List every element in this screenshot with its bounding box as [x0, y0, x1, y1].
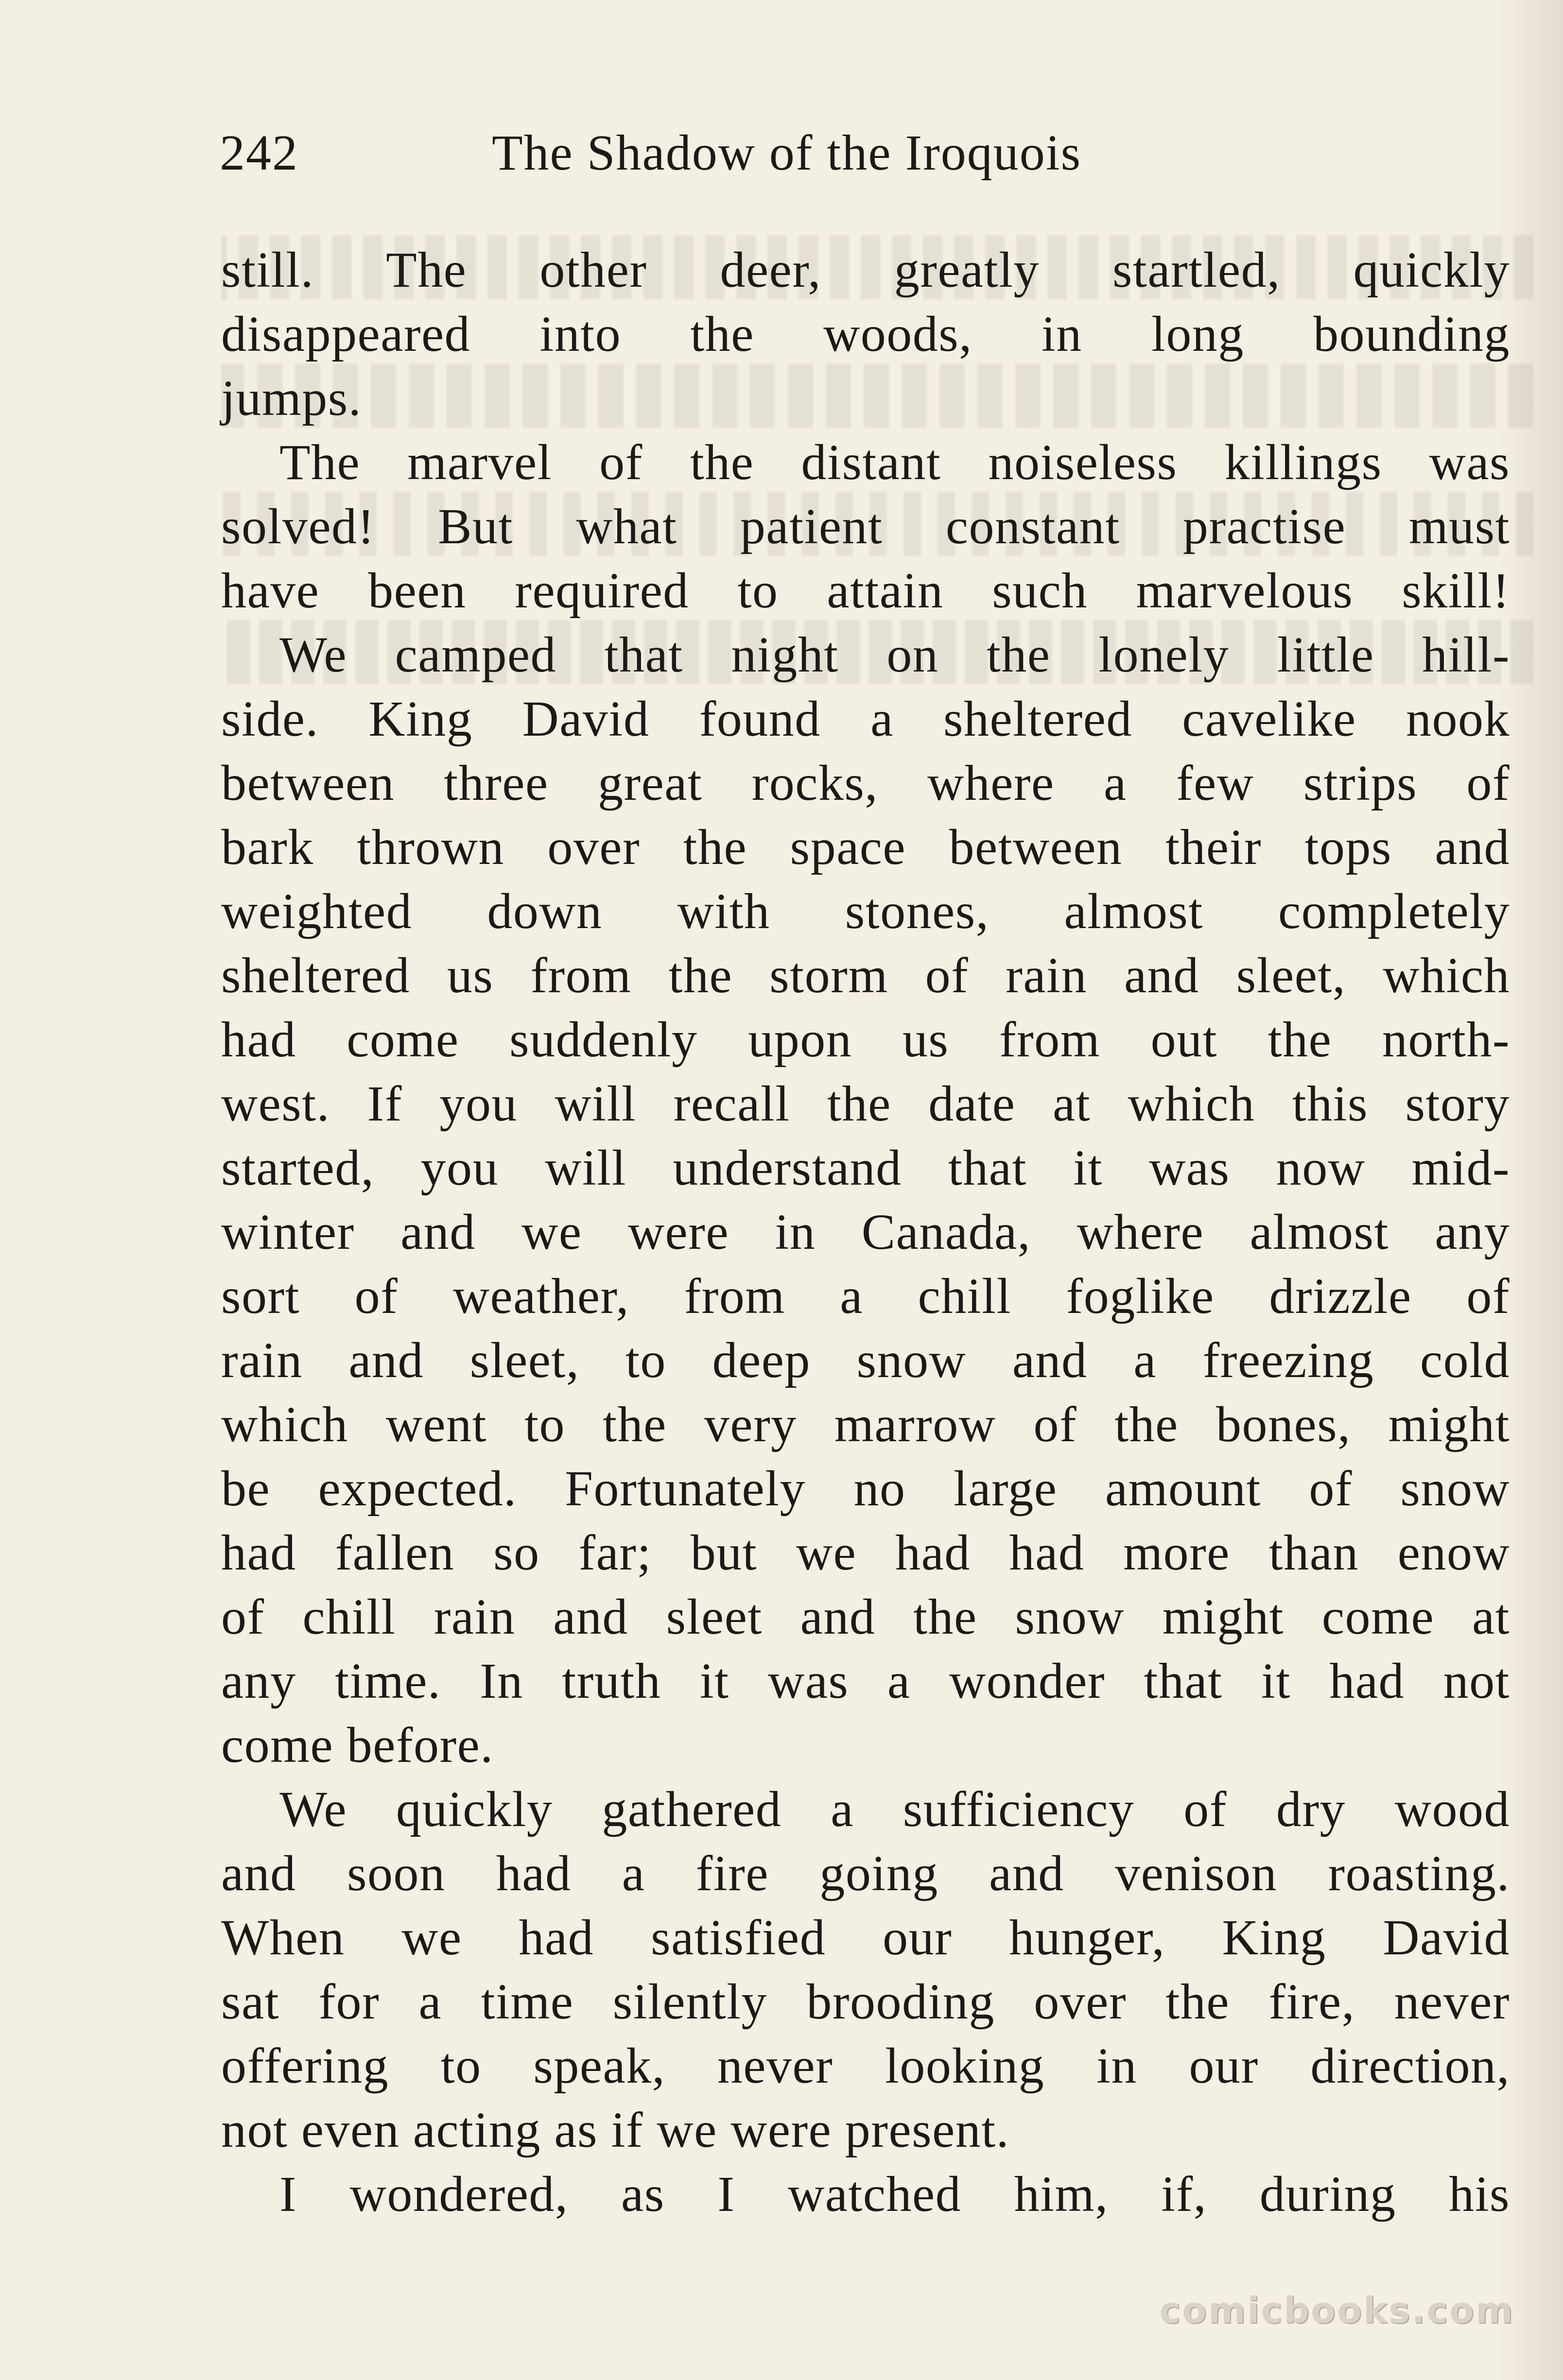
running-title: The Shadow of the Iroquois [492, 125, 1082, 181]
text-line: and soon had a fire going and venison roasting. [221, 1845, 1510, 1901]
text-line: started, you will understand that it was now mid- [221, 1140, 1510, 1196]
body-text [221, 238, 1510, 2226]
text-line: rain and sleet, to deep snow and a freezing cold [221, 1332, 1510, 1388]
text-line: jumps. [221, 370, 362, 426]
text-line: We camped that night on the lonely little hill- [279, 627, 1510, 683]
text-line: offering to speak, never looking in our direction, [221, 2038, 1510, 2094]
text-line: between three great rocks, where a few strips of [221, 755, 1510, 811]
text-line: have been required to attain such marvelous skill! [221, 563, 1510, 619]
text-line: any time. In truth it was a wonder that it had not [221, 1653, 1510, 1709]
text-line: be expected. Fortunately no large amount of snow [221, 1461, 1510, 1517]
running-header [220, 119, 1512, 187]
text-line: weighted down with stones, almost completely [221, 883, 1510, 939]
text-line: disappeared into the woods, in long bounding [221, 306, 1510, 362]
text-line: bark thrown over the space between their tops and [221, 819, 1510, 875]
text-line: When we had satisfied our hunger, King David [221, 1910, 1510, 1966]
text-line: come before. [221, 1717, 494, 1773]
text-line: The marvel of the distant noiseless killings was [279, 434, 1510, 490]
text-line: had fallen so far; but we had had more than enow [221, 1525, 1510, 1581]
watermark: comicbooks.com [1159, 2290, 1514, 2331]
text-line: I wondered, as I watched him, if, during his [279, 2166, 1510, 2222]
text-line: side. King David found a sheltered cavelike nook [221, 691, 1510, 747]
text-line: sort of weather, from a chill foglike drizzle of [221, 1268, 1510, 1324]
text-line: We quickly gathered a sufficiency of dry wood [279, 1781, 1510, 1837]
text-line: still. The other deer, greatly startled, quickly [221, 242, 1510, 298]
text-line: which went to the very marrow of the bones, might [221, 1397, 1510, 1452]
text-line: not even acting as if we were present. [221, 2102, 1010, 2158]
page-number: 242 [220, 125, 298, 181]
text-line: solved! But what patient constant practise must [221, 499, 1510, 554]
text-line: west. If you will recall the date at which this story [221, 1076, 1510, 1132]
text-line: winter and we were in Canada, where almost any [221, 1204, 1510, 1260]
text-line: sat for a time silently brooding over the fire, never [221, 1974, 1510, 2030]
text-line: sheltered us from the storm of rain and sleet, which [221, 948, 1510, 1003]
text-line: had come suddenly upon us from out the north- [221, 1012, 1510, 1068]
text-line: of chill rain and sleet and the snow might come at [221, 1589, 1510, 1645]
